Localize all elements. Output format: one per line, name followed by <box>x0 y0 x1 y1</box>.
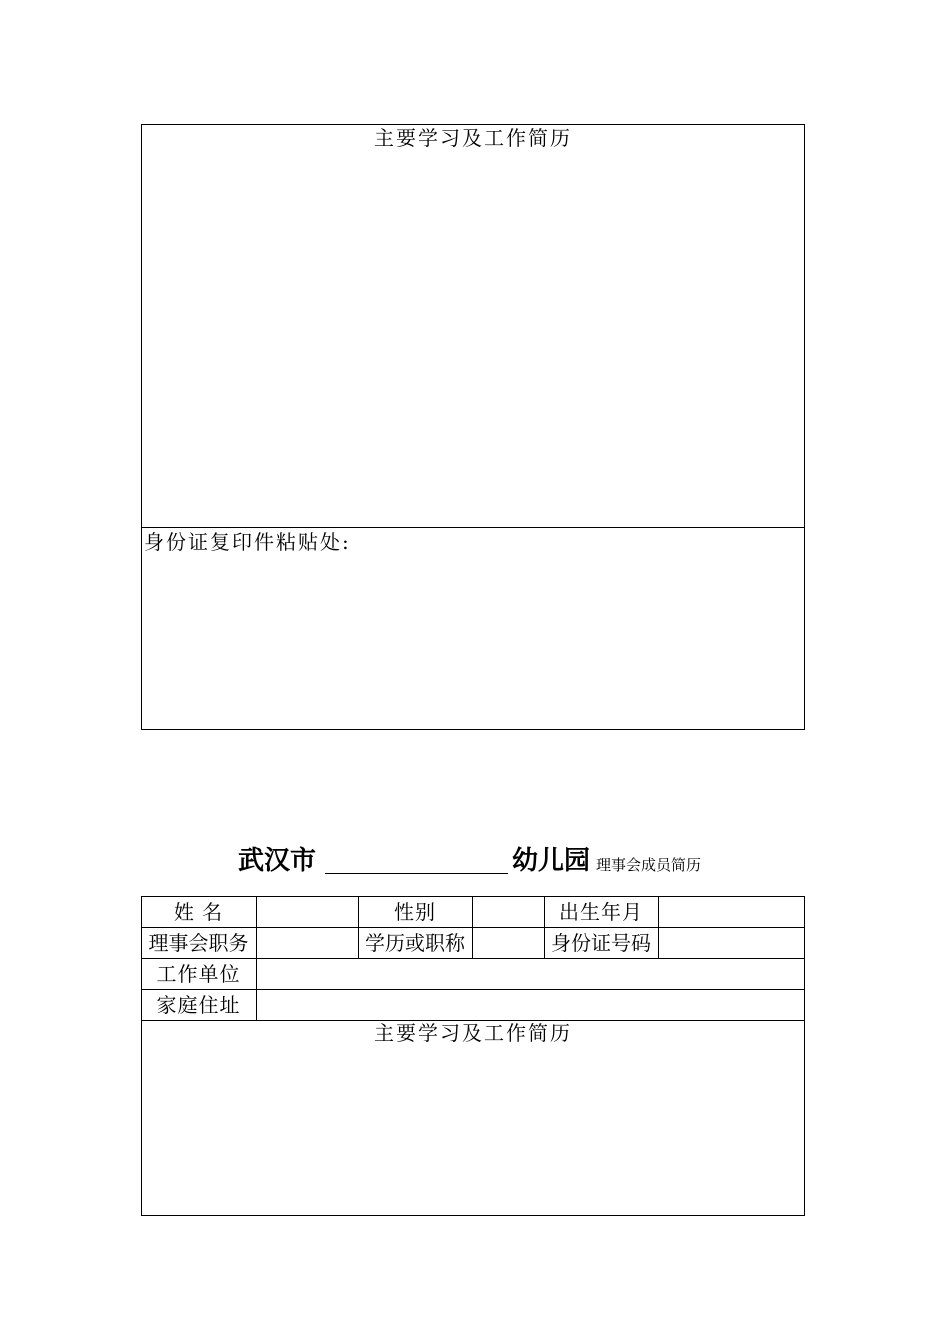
col-line <box>658 896 659 958</box>
title-suffix: 理事会成员简历 <box>596 856 702 874</box>
birth-label: 出生年月 <box>559 900 643 924</box>
gender-label: 性别 <box>394 900 436 924</box>
position-label: 理事会职务 <box>148 931 249 955</box>
employer-label: 工作单位 <box>156 962 241 986</box>
resume-section-box <box>141 124 805 730</box>
title-city: 武汉市 <box>238 846 317 876</box>
education-label: 学历或职称 <box>365 931 465 955</box>
col-line <box>256 896 257 1020</box>
id-copy-paste-label: 身份证复印件粘贴处: <box>144 530 351 554</box>
title-kindergarten: 幼儿园 <box>512 846 591 876</box>
name-label: 姓 名 <box>173 900 224 924</box>
id-number-label: 身份证号码 <box>551 931 651 955</box>
section-divider <box>141 527 805 528</box>
resume-heading: 主要学习及工作简历 <box>374 126 572 150</box>
col-line <box>472 896 473 958</box>
resume-heading-2: 主要学习及工作简历 <box>374 1021 572 1045</box>
kindergarten-name-blank[interactable] <box>325 873 508 874</box>
address-label: 家庭住址 <box>156 993 241 1017</box>
